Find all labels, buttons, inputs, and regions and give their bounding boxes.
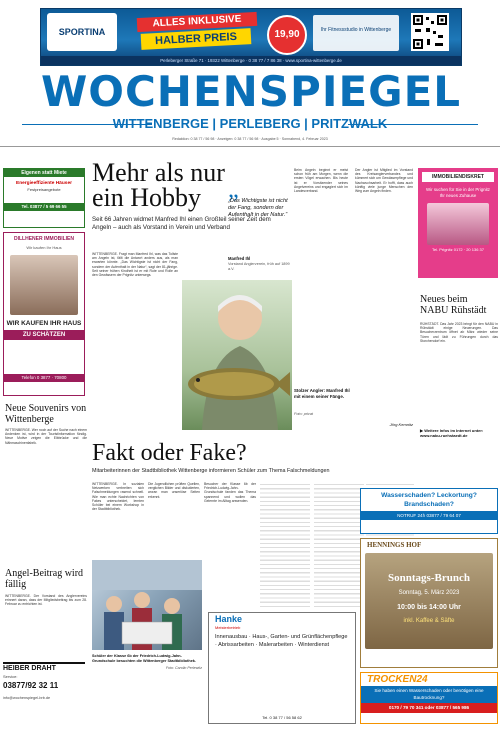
wasser-title: Wasserschaden? Leckortung? Brandschaden?	[381, 492, 477, 508]
ad2-line: Wir kaufen Ihr Haus	[26, 245, 62, 250]
sportina-logo	[47, 13, 117, 51]
banner-address-strip: Perleberger Straße 71 · 19322 Wittenberge · 0 38 77 / 7 86 38 · www.sportina-wittenberge.de	[41, 56, 461, 65]
main-photo-angler	[182, 280, 292, 430]
arrow-icon: ▶	[420, 428, 424, 433]
top-banner-ad[interactable]	[40, 8, 462, 66]
ad1-line1: Energieeffiziente Häuser	[16, 181, 72, 186]
right-body-nabu: RÜHSTÄDT. Das Jahr 2023 bringt für den NABU in Rühstädt einige Neuerungen. Das Besucherzentrum öffnet ab März wieder seine Türen und lädt zu Führungen durch das Storchendorf ein.	[420, 322, 498, 343]
main-body-col1: WITTENBERGE. Fragt man Manfred Ihl, was das Tollste am Angeln ist, fällt die Antwort anders aus, als man erwarten könnte. „Das Wichtigste ist nicht der Fang, sondern der Aufenthalt in der Natur“, sagt der 81-jährige. Seit seiner frühen Kindheit ist er mit Rute und Rolle an den Gewässern der Prignitz unterwegs.	[92, 252, 178, 278]
main-headline-line2: ein Hobby	[92, 183, 202, 212]
wasser-hotline: NOTRUF 24h	[397, 513, 426, 518]
ad1-phone: Tel. 03877 / 5 69 66 55	[4, 203, 84, 211]
masthead-divider	[0, 146, 500, 147]
ad1-line2: Festpreisangebote	[27, 187, 61, 192]
ad2-phone: Telefon 0 3877 · 70800	[4, 374, 84, 382]
immo-phone: Tel. Prignitz 0172 · 20 136 37	[431, 247, 485, 252]
immo-photo	[427, 203, 489, 245]
quote-role: Vorstand Anglerverein, früh auf 1899 a.V.	[228, 262, 290, 271]
hennings-title: HENNINGS HOF	[367, 541, 422, 549]
right-info-label: Weitere Infos im Internet unter:	[424, 428, 484, 433]
ad-wasserschaden[interactable]	[360, 488, 498, 534]
second-photo-students	[92, 560, 202, 650]
banner-right-text: Ihr Fitnessstudio in Wittenberge	[313, 15, 399, 51]
hennings-photo	[365, 553, 493, 649]
left-headline-angel: Angel-Beitrag wird fällig	[5, 568, 84, 590]
masthead	[0, 68, 500, 144]
sonntag-title: Sonntags-Brunch	[388, 572, 470, 584]
wasser-phone[interactable]: 03877 / 79 64 07	[426, 513, 461, 518]
right-info-box	[420, 428, 498, 438]
ad-real-estate-dillhener[interactable]	[3, 232, 85, 396]
qr-code-icon	[411, 13, 449, 51]
price-badge: 19,90	[267, 15, 307, 55]
main-photo-credit: Foto: privat	[294, 412, 313, 416]
hanke-contact: Tel. 0 38 77 / 56 58 62	[262, 715, 302, 720]
trocken-sub: Sie haben einen Wasserschaden oder benötigen eine Bautrocknung?	[361, 686, 497, 703]
sonntag-date: Sonntag, 5. März 2023	[398, 590, 460, 596]
sonntag-extra: inkl. Kaffee & Säfte	[403, 618, 455, 624]
ad2-photo	[10, 255, 78, 315]
second-body-col5	[314, 482, 364, 608]
second-headline: Fakt oder Fake?	[92, 440, 247, 466]
main-author: Jörg Kemnitz	[389, 422, 413, 427]
issue-line: Redaktion: 0 38 77 / 56 98 · Anzeigen: 0 38 77 / 56 98 · Ausgabe 5 · Sonnabend, 4. Februar 2023	[172, 137, 328, 141]
heiber-draht-email[interactable]: info@wochenspiegel-brb.de	[3, 696, 51, 700]
newspaper-logo[interactable]: WOCHENSPIEGEL	[40, 67, 462, 116]
main-deck: Seit 66 Jahren widmet Manfred Ihl einen Großteil seiner Zeit dem Angeln – auch als Vorstand in Verein und Verband	[92, 216, 271, 231]
banner-headline-1: ALLES INKLUSIVE	[137, 12, 258, 32]
ad2-brand: DILLHENER IMMOBILIEN	[14, 236, 74, 242]
heiber-draht-service: Service:	[3, 674, 18, 679]
ad-trocken24[interactable]	[360, 672, 498, 724]
hanke-sub: Meisterbetrieb	[215, 625, 241, 630]
heiber-draht-phone[interactable]: 03877/92 32 11	[3, 681, 59, 690]
right-info-url[interactable]: www.nabu-ruehstaedt.de	[420, 433, 468, 438]
hanke-title: Hanke	[215, 614, 243, 624]
ad-heiber-draht[interactable]	[3, 662, 85, 722]
ad-hanke[interactable]	[208, 612, 356, 724]
wasser-hotline-bar	[361, 511, 497, 520]
heiber-draht-title: HEIBER DRAHT	[3, 665, 56, 672]
main-headline-line1: Mehr als nur	[92, 158, 225, 187]
quote-author: Manfred Ihl	[228, 256, 251, 261]
second-photo-credit: Foto: Carolin Perlewitz	[165, 666, 202, 670]
main-body-col3: Beim Angeln beginnt er meist schon früh am Morgen, wenn die ersten Vögel erwachen. Bis heute ist er Vorsitzender seines Angelvereins und engagiert sich im Landesverband.	[294, 168, 348, 194]
ad2-headline: WIR KAUFEN IHR HAUS	[6, 320, 82, 327]
second-body-col2: Die Jugendlichen prüften Quellen, verglichen Bilder und diskutierten, woran man unseriöse Seiten erkennt.	[148, 482, 200, 499]
masthead-towns: WITTENBERGE | PERLEBERG | PRITZWALK	[112, 116, 388, 131]
left-body-souvenirs: WITTENBERGE. Wer noch auf der Suche nach einem Andenken ist, wird in der Touristinformation fündig. Neue Motive zeigen die Elbbrücke und die Nähmaschinenfabrik.	[5, 428, 87, 445]
hanke-services: Innenausbau · Haus-, Garten- und Grünflächenpflege · Abrissarbeiten · Malerarbeiten · Winterdienst	[215, 634, 348, 648]
banner-headline-2: HALBER PREIS	[141, 28, 252, 50]
trocken-title: TROCKEN24	[367, 674, 428, 685]
immo-brand: IMMOBILIENDISKRET	[422, 172, 494, 182]
trocken-phone[interactable]: 0170 / 79 70 341 oder 03877 / 565 986	[361, 703, 497, 713]
immo-text: Wir suchen für Sie in der Prignitz Ihr neues Zuhause	[426, 187, 490, 198]
left-body-angel: WITTENBERGE. Der Vorstand des Anglervereins erinnert daran, dass der Mitgliedsbeitrag bis zum 28. Februar zu entrichten ist.	[5, 594, 87, 607]
second-deck: Mitarbeiterinnen der Stadtbibliothek Wittenberge informieren Schüler zum Thema Falschmeldungen	[92, 468, 330, 474]
banner-logo-text: SPORTINA	[58, 27, 106, 37]
pull-quote: „Das Wichtigste ist nicht der Fang, sondern der Aufenthalt in der Natur.“	[228, 198, 288, 218]
second-photo-caption: Schüler der Klasse 6b der Friedrich-Ludwig-Jahn-Grundschule besuchten die Wittenberger Stadtbibliothek.	[92, 654, 196, 663]
ad-immobiliendiskret[interactable]	[418, 168, 498, 278]
quote-mark-icon: „	[228, 177, 239, 203]
sonntag-time: 10:00 bis 14:00 Uhr	[397, 604, 461, 611]
main-photo-caption: Stolzer Angler: Manfred Ihl mit einem seiner Fänge.	[294, 388, 350, 399]
second-body-col4	[260, 482, 310, 608]
ad2-sub: ZU SCHÄTZEN	[4, 330, 84, 340]
main-body-col4: Der Angler ist Mitglied im Vorstand des Kreisanglerverbandes und kümmert sich um Gewässerpflege und Nachwuchsarbeit. Er hofft, dass auch künftig viele junge Menschen den Weg zum Angeln finden.	[355, 168, 413, 194]
second-body-col3: Besucher der Klasse 6b der Friedrich-Ludwig-Jahn-Grundschule fanden das Thema spannend und wollen das Gelernte im Alltag anwenden.	[204, 482, 256, 503]
second-body-col1: WITTENBERGE. In sozialen Netzwerken verbreiten sich Falschmeldungen rasend schnell. Wie man echte Nachrichten von Fakes unterscheidet, lernten Schüler bei einem Workshop in der Stadtbibliothek.	[92, 482, 144, 512]
left-headline-souvenirs: Neue Souvenirs von Wittenberge	[5, 403, 87, 425]
right-headline-nabu: Neues beim NABU Rühstädt	[420, 294, 487, 316]
ad-hennings-hof[interactable]	[360, 538, 498, 668]
ad-house-builder[interactable]	[3, 168, 85, 228]
ad1-title: Eigenen statt Miete	[4, 169, 84, 177]
